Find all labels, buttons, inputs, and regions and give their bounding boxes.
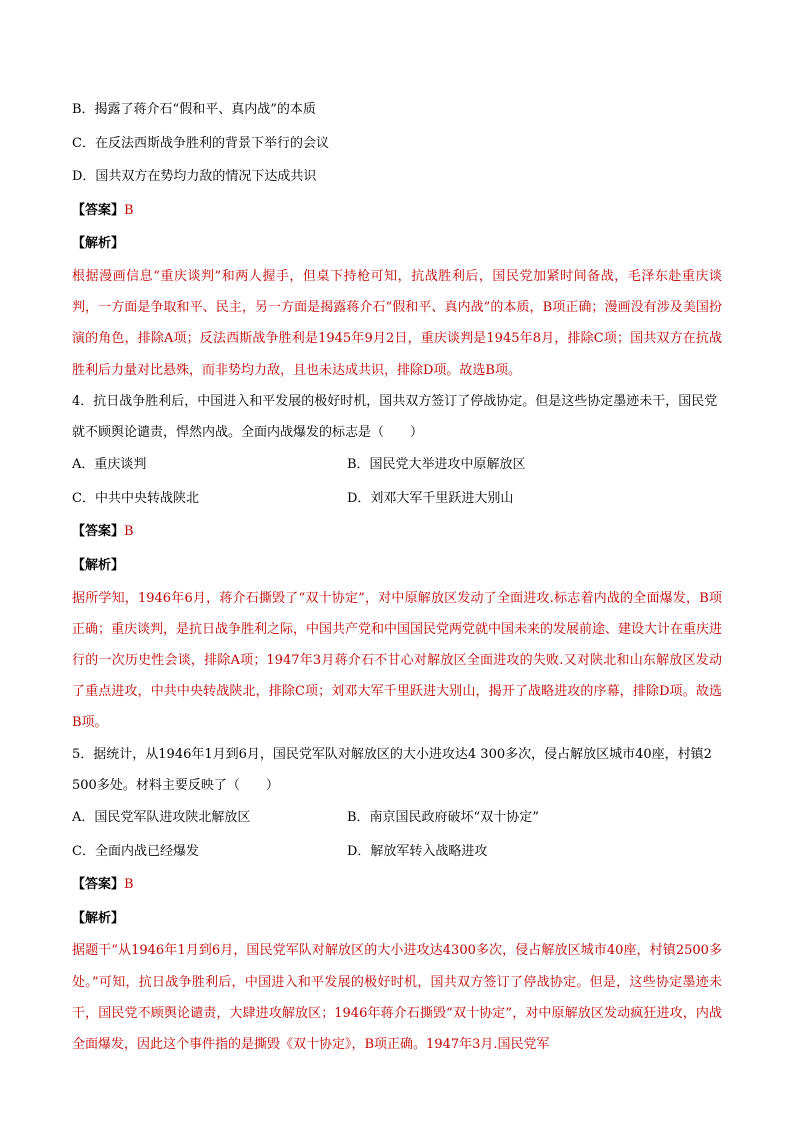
option-a: A．国民党军队进攻陕北解放区 (72, 809, 251, 825)
question-5-stem: 5．据统计，从1946年1月到6月，国民党军队对解放区的大小进攻达4 300多次，侵占解放区城市40座，村镇2 500多处。材料主要反映了（ ） (72, 746, 712, 793)
question-4-options-row-1 (72, 448, 722, 482)
answer-q3 (72, 194, 722, 228)
option-c: C．全面内战已经爆发 (72, 843, 199, 859)
option-b-prev: B．揭露了蒋介石“假和平、真内战”的本质 (72, 102, 316, 117)
answer-label: 【答案】 (72, 877, 125, 893)
answer-q4 (72, 515, 722, 549)
answer-value: B (124, 202, 134, 218)
question-4-options-row-2 (72, 482, 722, 516)
option-d: D．刘邓大军千里跃进大别山 (347, 490, 514, 506)
answer-q5 (72, 868, 722, 902)
analysis-label-q4: 【解析】 (72, 557, 125, 573)
question-4-stem: 4．抗日战争胜利后，中国进入和平发展的极好时机，国共双方签订了停战协定。但是这些协定墨迹未干，国民党就不顾舆论谴责，悍然内战。全面内战爆发的标志是（ ） (72, 393, 718, 440)
answer-value: B (124, 877, 134, 893)
option-c-prev: C．在反法西斯战争胜利的背景下举行的会议 (72, 135, 329, 151)
option-d: D．解放军转入战略进攻 (347, 843, 488, 859)
analysis-q4: 据所学知，1946年6月，蒋介石撕毁了“双十协定”，对中原解放区发动了全面进攻.标志着内战的全面爆发，B项正确；重庆谈判，是抗日战争胜利之际，中国共产党和中国国民党两党就中国未来的发展前途、建设大计在重庆进行的一次历史性会谈，排除A项；1947年3月蒋介石不甘心对解放区全面进攻的失败.又对陕北和山东解放区发动了重点进攻，中共中央转战陕北，排除C项；刘邓大军千里跃进大别山，揭开了战略进攻的序幕，排除D项。故选B项。 (72, 590, 723, 731)
option-d-prev: D．国共双方在势均力敌的情况下达成共识 (72, 169, 317, 185)
question-5-options-row-1 (72, 801, 722, 835)
option-b: B．国民党大举进攻中原解放区 (347, 457, 526, 473)
option-a: A．重庆谈判 (72, 457, 147, 473)
analysis-q5: 据题干“从1946年1月到6月，国民党军队对解放区的大小进攻达4300多次，侵占解放区城市40座，村镇2500多处。”可知，抗日战争胜利后，中国进入和平发展的极好时机，国共双方签订了停战协定。但是，这些协定墨迹未干，国民党不顾舆论谴责，大肆进攻解放区；1946年蒋介石撕毁“双十协定”，对中原解放区发动疯狂进攻，内战全面爆发，因此这个事件指的是撕毁《双十协定》，B项正确。1947年3月.国民党军 (72, 943, 722, 1052)
question-5-options-row-2 (72, 835, 722, 869)
option-b: B．南京国民政府破坏“双十协定” (347, 809, 539, 825)
analysis-label-q3: 【解析】 (72, 236, 125, 252)
analysis-q3: 根据漫画信息“重庆谈判”和两人握手，但桌下持枪可知，抗战胜利后，国民党加紧时间备战，毛泽东赴重庆谈判，一方面是争取和平、民主，另一方面是揭露蒋介石“假和平、真内战”的本质，B项正确；漫画没有涉及美国扮演的角色，排除A项；反法西斯战争胜利是1945年9月2日，重庆谈判是1945年8月，排除C项；国共双方在抗战胜利后力量对比悬殊，而非势均力敌，且也未达成共识，排除D项。故选B项。 (72, 268, 722, 378)
answer-value: B (124, 524, 134, 540)
answer-label: 【答案】 (72, 202, 125, 218)
document-page (72, 93, 722, 1060)
option-c: C．中共中央转战陕北 (72, 490, 199, 506)
analysis-label-q5: 【解析】 (72, 910, 125, 926)
answer-label: 【答案】 (72, 524, 125, 540)
